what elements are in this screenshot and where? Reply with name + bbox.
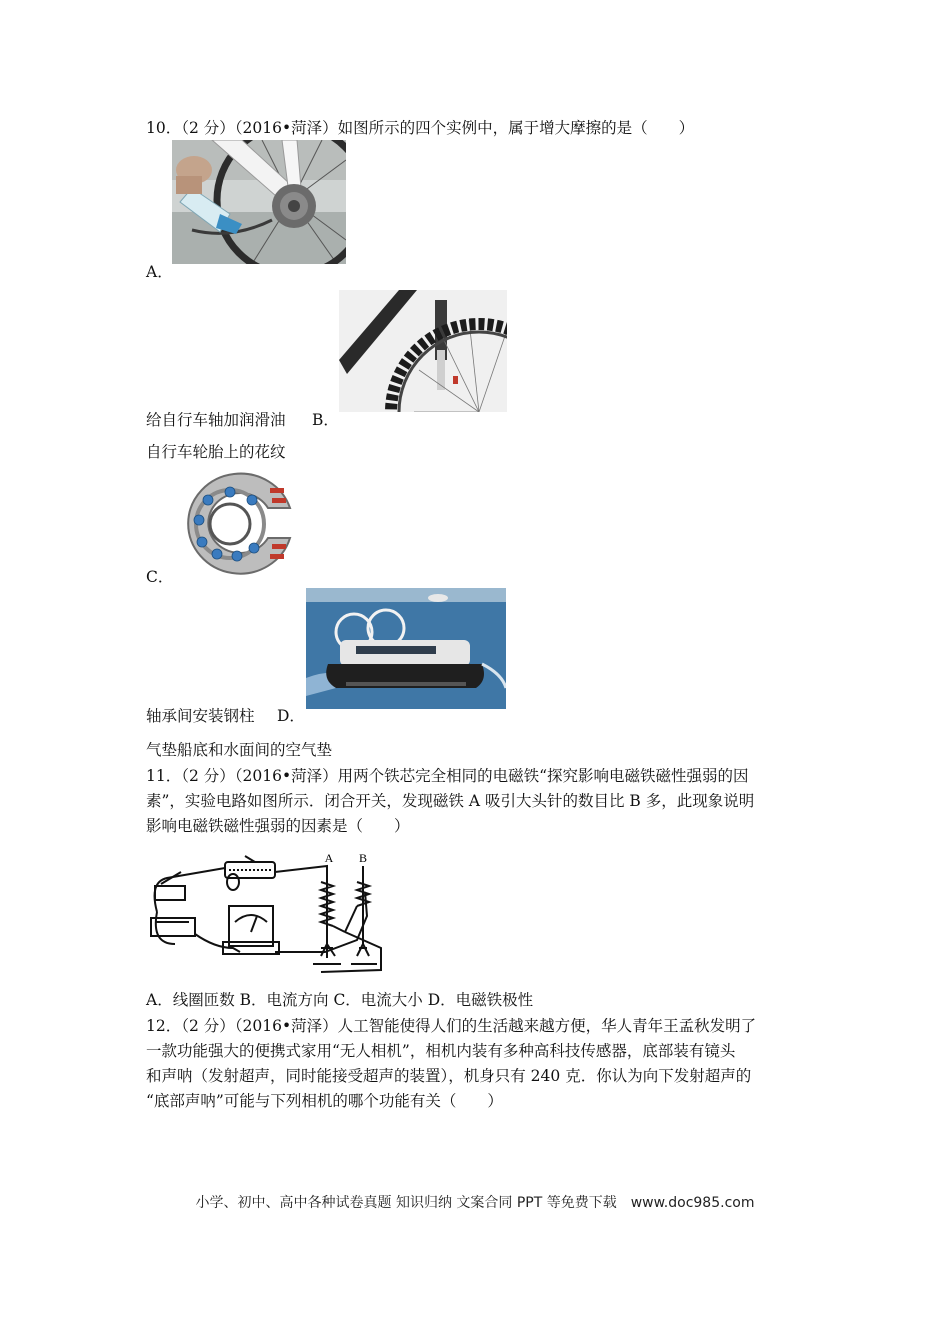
bearing-image	[172, 468, 296, 580]
q10-option-c-letter: C．	[146, 568, 174, 586]
q12-line1: 12．（2 分）（2016•菏泽）人工智能使得人们的生活越来越方便，华人青年王孟秋发明了	[146, 1017, 757, 1035]
electromagnet-a-label: A	[324, 852, 334, 865]
page-footer: 小学、初中、高中各种试卷真题 知识归纳 文案合同 PPT 等免费下载 www.doc985.com	[195, 1195, 755, 1211]
q11-line2: 素”，实验电路如图所示．闭合开关，发现磁铁 A 吸引大头针的数目比 B 多，此现象说明	[146, 792, 755, 810]
q10-option-a-letter: A．	[146, 263, 173, 281]
q10-stem: 10．（2 分）（2016•菏泽）如图所示的四个实例中，属于增大摩擦的是（ ）	[146, 119, 695, 137]
q11-line1: 11．（2 分）（2016•菏泽）用两个铁芯完全相同的电磁铁“探究影响电磁铁磁性强弱的因	[146, 767, 749, 785]
hovercraft-image	[306, 588, 506, 709]
q11-line3: 影响电磁铁磁性强弱的因素是（ ）	[146, 817, 410, 835]
q10-option-c-text: 轴承间安装钢柱	[146, 707, 255, 725]
q10-option-d-letter: D．	[277, 707, 305, 725]
q12-line4: “底部声呐”可能与下列相机的哪个功能有关（ ）	[146, 1092, 503, 1110]
q12-line3: 和声呐（发射超声，同时能接受超声的装置），机身只有 240 克．你认为向下发射超声的	[146, 1067, 752, 1085]
q10-option-b-text: 自行车轮胎上的花纹	[146, 443, 286, 461]
q10-option-d-text: 气垫船底和水面间的空气垫	[146, 741, 333, 759]
electromagnet-circuit-diagram	[145, 852, 390, 978]
electromagnet-b-label: B	[358, 852, 368, 865]
q11-options: A．线圈匝数 B．电流方向 C．电流大小 D．电磁铁极性	[146, 991, 534, 1009]
q10-option-b-letter: B．	[312, 411, 339, 429]
q10-option-a-text: 给自行车轴加润滑油	[146, 411, 286, 429]
bicycle-lubrication-image	[172, 140, 346, 264]
q12-line2: 一款功能强大的便携式家用“无人相机”，相机内装有多种高科技传感器，底部装有镜头	[146, 1042, 736, 1060]
bicycle-tire-image	[339, 290, 507, 412]
